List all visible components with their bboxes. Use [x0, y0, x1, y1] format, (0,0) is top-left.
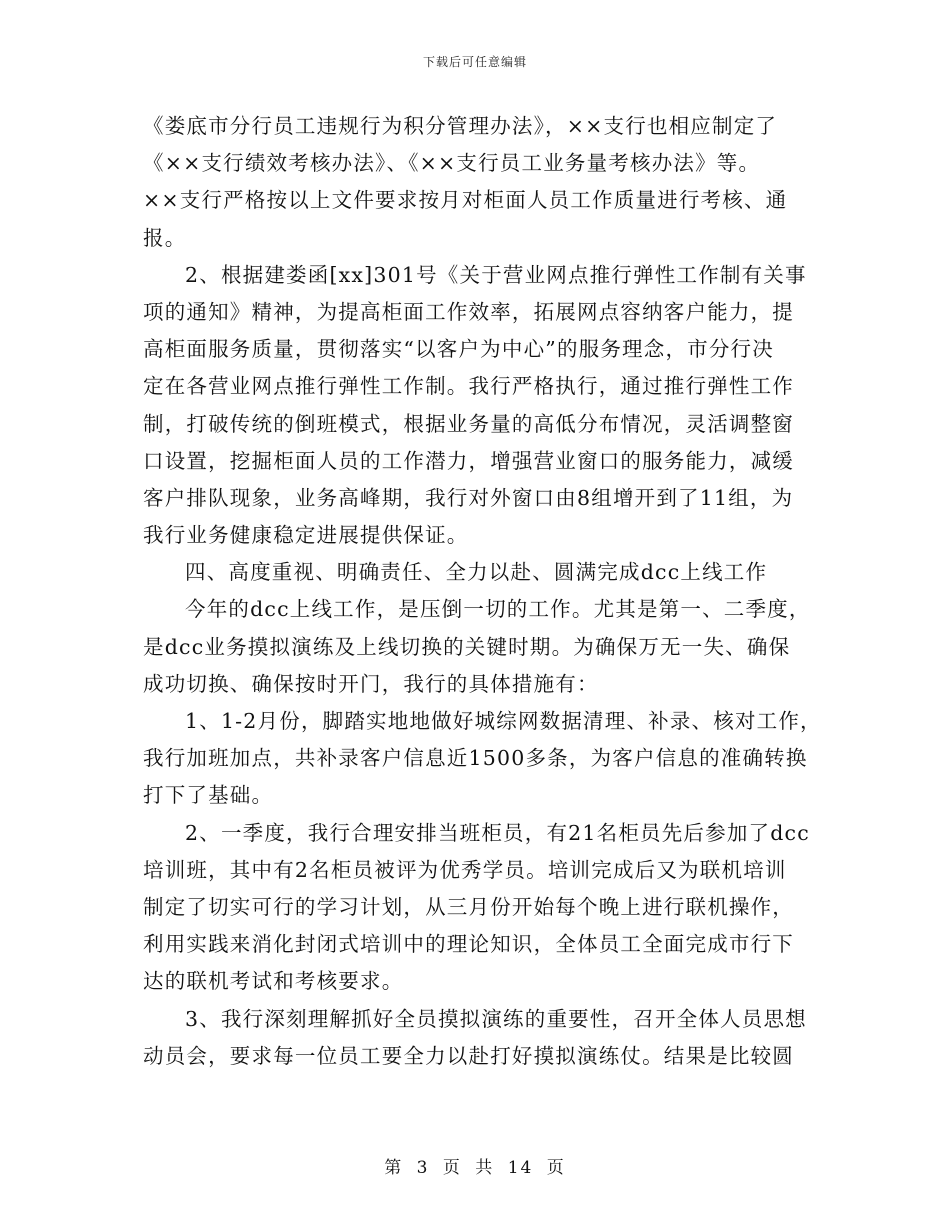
page-header: 下载后可任意编辑: [422, 55, 527, 69]
text-line: 《××支行绩效考核办法》、《××支行员工业务量考核办法》等。: [143, 151, 761, 176]
text-line: 3、我行深刻理解抓好全员摸拟演练的重要性，召开全体人员思想: [185, 1006, 807, 1031]
text-line: 项的通知》精神，为提高柜面工作效率，拓展网点容纳客户能力，提: [143, 299, 794, 324]
page-footer: 第 3 页 共 14 页: [384, 1158, 566, 1178]
text-line: 报。: [143, 225, 187, 250]
text-line: 是dcc业务摸拟演练及上线切换的关键时期。为确保万无一失、确保: [143, 634, 791, 659]
text-line: 2、根据建娄函[xx]301号《关于营业网点推行弹性工作制有关事: [185, 262, 807, 287]
text-line: 客户排队现象，业务高峰期，我行对外窗口由8组增开到了11组，为: [143, 485, 794, 510]
text-line: 利用实践来消化封闭式培训中的理论知识，全体员工全面完成市行下: [143, 932, 794, 957]
text-line: 高柜面服务质量，贯彻落实“以客户为中心”的服务理念，市分行决: [143, 337, 774, 362]
text-line: 四、高度重视、明确责任、全力以赴、圆满完成dcc上线工作: [185, 560, 768, 585]
text-line: 培训班，其中有2名柜员被评为优秀学员。培训完成后又为联机培训: [143, 857, 787, 882]
text-line: 打下了基础。: [143, 783, 274, 808]
document-body: [143, 108, 822, 1075]
text-line: 达的联机考试和考核要求。: [143, 969, 404, 994]
text-line: 2、一季度，我行合理安排当班柜员，有21名柜员先后参加了dcc: [185, 820, 810, 845]
text-line: 制定了切实可行的学习计划，从三月份开始每个晚上进行联机操作，: [143, 894, 794, 919]
text-line: 今年的dcc上线工作，是压倒一切的工作。尤其是第一、二季度，: [185, 597, 811, 622]
text-line: ××支行严格按以上文件要求按月对柜面人员工作质量进行考核、通: [143, 188, 788, 213]
text-line: 制，打破传统的倒班模式，根据业务量的高低分布情况，灵活调整窗: [143, 411, 794, 436]
text-line: 定在各营业网点推行弹性工作制。我行严格执行，通过推行弹性工作: [143, 374, 794, 399]
text-line: 口设置，挖掘柜面人员的工作潜力，增强营业窗口的服务能力，减缓: [143, 448, 794, 473]
text-line: 成功切换、确保按时开门，我行的具体措施有：: [143, 671, 599, 696]
text-line: 我行加班加点，共补录客户信息近1500多条，为客户信息的准确转换: [143, 746, 808, 771]
text-line: 《娄底市分行员工违规行为积分管理办法》，××支行也相应制定了: [143, 114, 778, 138]
text-line: 动员会，要求每一位员工要全力以赴打好摸拟演练仗。结果是比较圆: [143, 1043, 794, 1068]
text-line: 1、1-2月份，脚踏实地地做好城综网数据清理、补录、核对工作，: [185, 709, 822, 733]
text-line: 我行业务健康稳定进展提供保证。: [143, 523, 469, 548]
